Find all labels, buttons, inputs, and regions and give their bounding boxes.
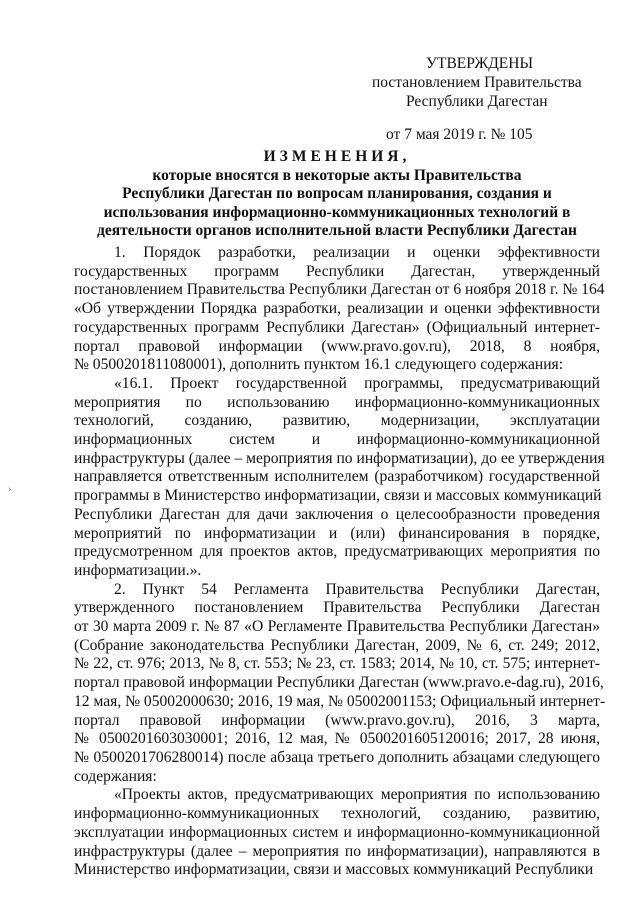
paragraph-line: информационно-коммуникационных технологий, созданию, развитию,: [74, 805, 600, 823]
paragraph-line: мероприятия по использованию информационно-коммуникационных: [74, 393, 600, 411]
paragraph-line: государственных программ Республики Дагестан, утвержденный: [74, 262, 600, 280]
paragraph-line: «Об утверждении Порядка разработки, реализации и оценки эффективности: [74, 300, 600, 318]
paragraph-line: инфраструктуры (далее – мероприятия по информатизации), до ее утверждения: [74, 449, 605, 467]
approval-title: УТВЕРЖДЕНЫ: [426, 55, 533, 72]
paragraph-line: «16.1. Проект государственной программы, предусматривающий: [114, 374, 600, 392]
approval-line: Республики Дагестан: [406, 93, 548, 110]
paragraph-line: портал правовой информации (www.pravo.gov.ru), 2018, 8 ноября,: [74, 337, 600, 355]
paragraph-line: технологий, созданию, развитию, модернизации, эксплуатации: [74, 412, 600, 430]
paragraph-line: портал правовой информации Республики Дагестан (www.pravo.e-dag.ru), 2016,: [74, 674, 604, 692]
paragraph-line: направляется ответственным исполнителем (разработчиком) государственной: [74, 468, 600, 486]
heading-line: которые вносятся в некоторые акты Правительства: [152, 166, 522, 184]
paragraph-line: мероприятий по информатизации и (или) финансирования в порядке,: [74, 524, 600, 542]
paragraph-line: Республики Дагестан для дачи заключения о целесообразности проведения: [74, 505, 600, 523]
paragraph-line: (Собрание законодательства Республики Дагестан, 2009, № 6, ст. 249; 2012,: [74, 636, 600, 654]
approval-line: постановлением Правительства: [372, 74, 582, 91]
heading-line: Республики Дагестан по вопросам планирования, создания и: [122, 185, 552, 202]
paragraph-line: № 0500201811080001), дополнить пунктом 16.1 следующего содержания:: [74, 356, 564, 374]
paragraph-line: инфраструктуры (далее – мероприятия по информатизации), направляются в: [74, 842, 600, 860]
paragraph-line: утвержденного постановлением Правительства Республики Дагестан: [74, 599, 600, 617]
paragraph-line: программы в Министерство информатизации, связи и массовых коммуникаций: [74, 487, 602, 505]
paragraph-line: государственных программ Республики Дагестан» (Официальный интернет-: [74, 318, 600, 336]
paragraph-line: портал правовой информации (www.pravo.gov.ru), 2016, 3 марта,: [74, 711, 600, 729]
document-body: [74, 244, 606, 880]
paragraph-line: эксплуатации информационных систем и информационно-коммуникационной: [74, 823, 600, 841]
paragraph: [74, 374, 605, 581]
paragraph-line: информационных систем и информационно-коммуникационной: [74, 431, 600, 449]
heading-line: использования информационно-коммуникационных технологий в: [103, 203, 571, 221]
paragraph-line: № 22, ст. 976; 2013, № 8, ст. 553; № 23, ст. 1583; 2014, № 10, ст. 575; интернет-: [74, 655, 600, 673]
approval-date: от 7 мая 2019 г. № 105: [386, 126, 533, 143]
paragraph-line: 2. Пункт 54 Регламента Правительства Республики Дагестан,: [114, 580, 600, 598]
paragraph-line: 1. Порядок разработки, реализации и оценки эффективности: [114, 244, 600, 261]
paragraph-line: «Проекты актов, предусматривающих мероприятия по использованию: [114, 786, 600, 804]
heading-line: деятельности органов исполнительной власти Республики Дагестан: [97, 222, 577, 239]
paragraph: [74, 244, 605, 375]
margin-mark: ›: [8, 484, 12, 495]
paragraph: [74, 580, 606, 787]
heading-title: ИЗМЕНЕНИЯ,: [263, 148, 411, 165]
paragraph-line: от 30 марта 2009 г. № 87 «О Регламенте Правительства Республики Дагестан»: [74, 618, 600, 636]
paragraph-line: 12 мая, № 05002000630; 2016, 19 мая, № 05002001153; Официальный интернет-: [74, 692, 606, 710]
approval-block: [372, 54, 602, 144]
paragraph-line: постановлением Правительства Республики Дагестан от 6 ноября 2018 г. № 164: [74, 281, 605, 299]
paragraph: [74, 786, 600, 880]
paragraph-line: Министерство информатизации, связи и массовых коммуникаций Республики: [74, 861, 594, 879]
paragraph-line: информатизации.».: [74, 561, 202, 579]
paragraph-line: предусмотренном для проектов актов, предусматривающих мероприятия по: [74, 543, 600, 561]
paragraph-line: № 0500201603030001; 2016, 12 мая, № 0500201605120016; 2017, 28 июня,: [74, 730, 600, 748]
document-heading: [74, 148, 600, 241]
paragraph-line: № 0500201706280014) после абзаца третьего дополнить абзацами следующего: [74, 748, 600, 766]
paragraph-line: содержания:: [74, 767, 157, 785]
